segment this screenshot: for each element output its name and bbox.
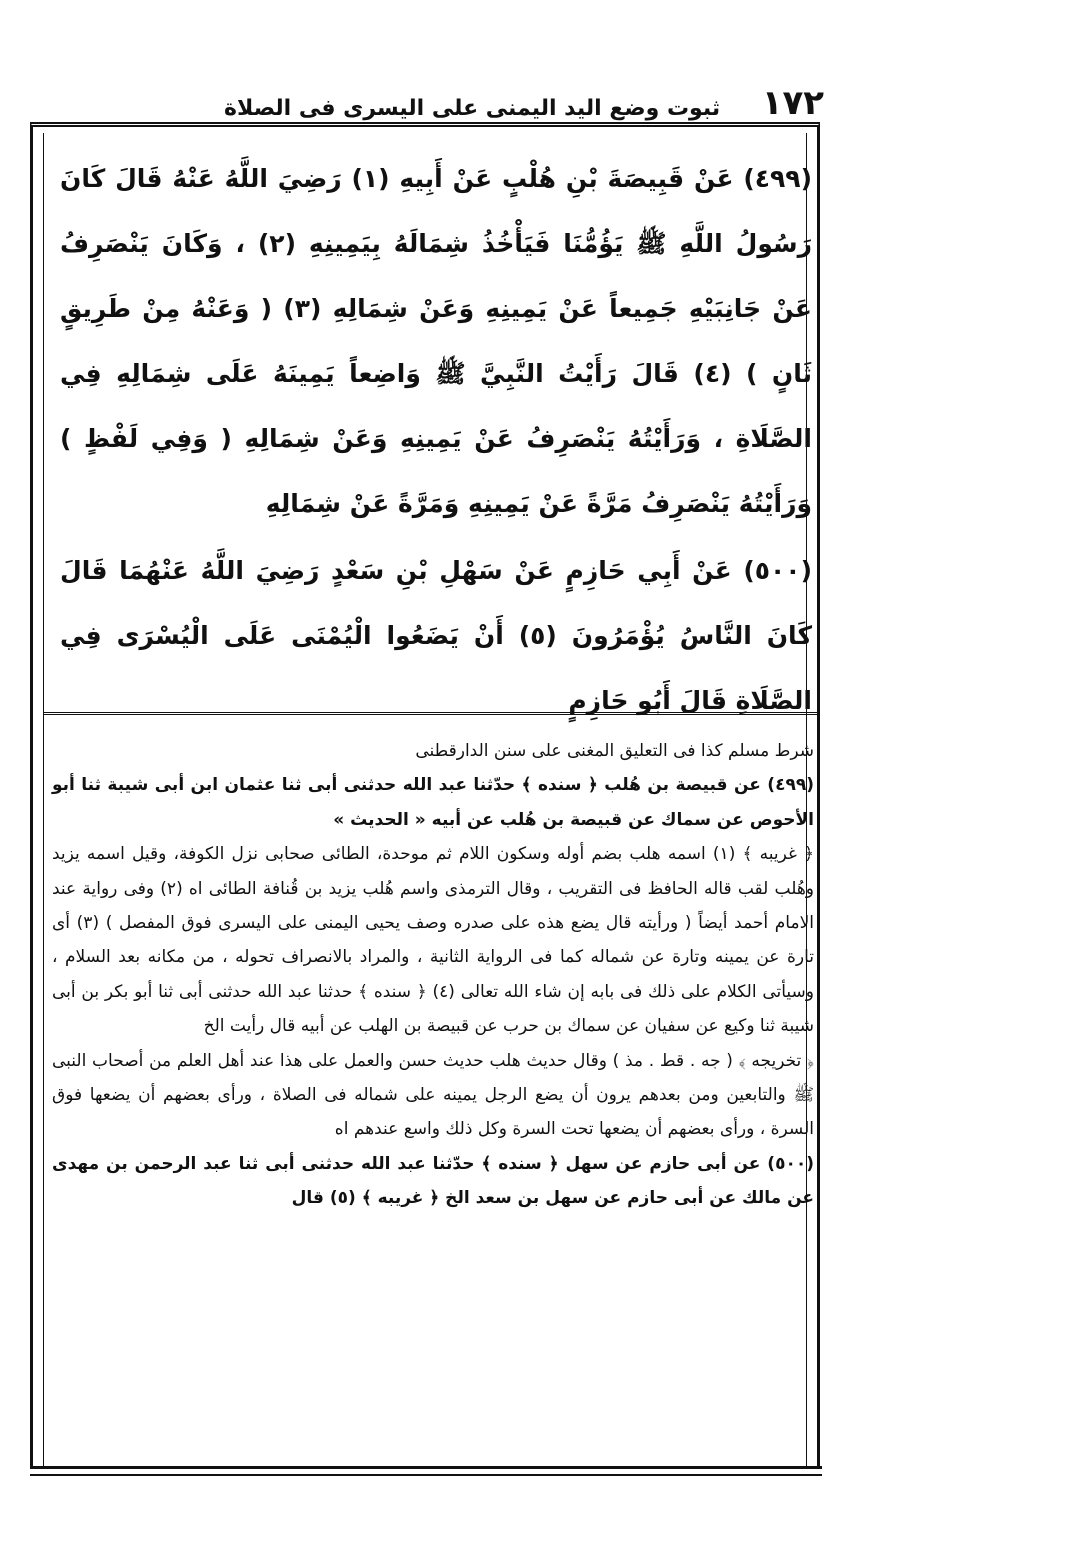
footnote-500-sanad: (٥٠٠) عن أبى حازم عن سهل ﴿ سنده ﴾ حدّثنا عبد الله حدثنى أبى ثنا عبد الرحمن بن مهدى عن مالك عن أبى حازم عن سهل بن سعد الخ ﴿ غريبه ﴾ (٥) قال [52, 1153, 814, 1209]
hadith-499: (٤٩٩) عَنْ قَبِيصَةَ بْنِ هُلْبٍ عَنْ أَبِيهِ (١) رَضِيَ اللَّهُ عَنْهُ قَالَ كَانَ رَسُولُ اللَّهِ ﷺ يَؤُمُّنَا فَيَأْخُذُ شِمَالَهُ بِيَمِينِهِ (٢) ، وَكَانَ يَنْصَرِفُ عَنْ جَانِبَيْهِ جَمِيعاً عَنْ يَمِينِهِ وَعَنْ شِمَالِهِ (٣) ( وَعَنْهُ مِنْ طَرِيقٍ ثَانٍ ) (٤) قَالَ رَأَيْتُ النَّبِيَّ ﷺ وَاضِعاً يَمِينَهُ عَلَى شِمَالِهِ فِي الصَّلَاةِ ، وَرَأَيْتُهُ يَنْصَرِفُ عَنْ يَمِينِهِ وَعَنْ شِمَالِهِ ( وَفِي لَفْظٍ ) وَرَأَيْتُهُ يَنْصَرِفُ مَرَّةً عَنْ يَمِينِهِ وَمَرَّةً عَنْ شِمَالِهِ [60, 164, 813, 518]
footnote-separator [44, 712, 820, 715]
main-text [60, 146, 812, 733]
footnotes [52, 734, 814, 1216]
running-title: ثبوت وضع اليد اليمنى على اليسرى فى الصلاة [224, 96, 721, 121]
footnote-499-sanad: (٤٩٩) عن قبيصة بن هُلب ﴿ سنده ﴾ حدّثنا عبد الله حدثنى أبى ثنا عثمان ابن أبى شيبة ثنا أبو الأحوص عن سماك عن قبيصة بن هُلب عن أبيه « الحديث » [52, 775, 814, 830]
hadith-500: (٥٠٠) عَنْ أَبِي حَازِمٍ عَنْ سَهْلِ بْنِ سَعْدٍ رَضِيَ اللَّهُ عَنْهُمَا قَالَ كَانَ النَّاسُ يُؤْمَرُونَ (٥) أَنْ يَضَعُوا الْيُمْنَى عَلَى الْيُسْرَى فِي الصَّلَاةِ قَالَ أَبُو حَازِمٍ [60, 556, 812, 715]
page-header [24, 72, 830, 123]
footnote-499-takhrij: ﴿ تخريجه ﴾ ( جه . قط . مذ ) وقال حديث هلب حديث حسن والعمل على هذا عند أهل العلم من أصحاب النبى ﷺ والتابعين ومن بعدهم يرون أن يضع الرجل يمينه على شماله فى الصلاة ، ورأى بعضهم أن يضعها فوق السرة ، ورأى بعضهم أن يضعها تحت السرة وكل ذلك واسع عندهم اه [52, 1050, 814, 1140]
bottom-rule [30, 1466, 822, 1476]
page-number: ١٧٢ [761, 83, 824, 123]
footnote-499-gharib: ﴿ غريبه ﴾ (١) اسمه هلب بضم أوله وسكون اللام ثم موحدة، الطائى صحابى نزل الكوفة، وقيل اسمه يزيد وهُلب لقب قاله الحافظ فى التقريب ، وقال الترمذى واسم هُلب يزيد بن قُنافة الطائى اه (٢) وفى رواية عند الامام أحمد أيضاً ( ورأيته قال يضع هذه على صدره وصف يحيى اليمنى على اليسرى فوق المفصل ) (٣) أى تارة عن يمينه وتارة عن شماله كما فى الرواية الثانية ، والمراد بالانصراف تحوله ، من مكانه بعد السلام ، وسيأتى الكلام على ذلك فى بابه إن شاء الله تعالى (٤) ﴿ سنده ﴾ حدثنا عبد الله حدثنى أبى ثنا أبو بكر بن أبى شيبة ثنا وكيع عن سفيان عن سماك بن حرب عن قبيصة بن الهلب عن أبيه قال رأيت الخ [52, 844, 814, 1037]
footnote-continuation: شرط مسلم كذا فى التعليق المغنى على سنن الدارقطنى [415, 741, 814, 761]
